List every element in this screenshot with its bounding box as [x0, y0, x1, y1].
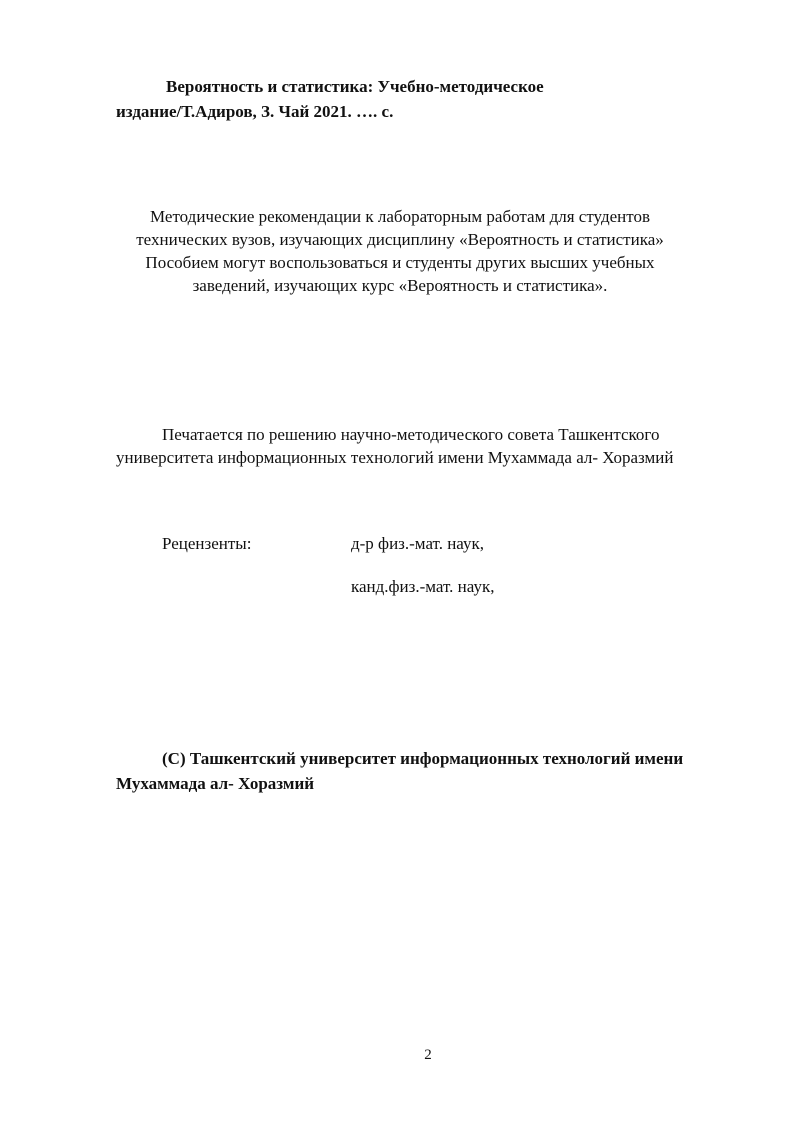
reviewer-item: д-р физ.-мат. наук,: [351, 534, 484, 553]
annotation-paragraph: [100, 205, 700, 297]
copyright-line-2: Мухаммада ал- Хоразмий: [116, 774, 315, 793]
copyright-line-1: (C) Ташкентский университет информационных технологий имени: [162, 749, 684, 768]
approval-line-2: университета информационных технологий имени Мухаммада ал- Хоразмий: [116, 448, 674, 467]
reviewer-item: канд.физ.-мат. наук,: [351, 577, 495, 596]
annotation-line: технических вузов, изучающих дисциплину «Вероятность и статистика»: [136, 230, 664, 249]
annotation-line: Методические рекомендации к лабораторным работам для студентов: [150, 207, 650, 226]
page-number: 2: [424, 1047, 432, 1063]
approval-line-1: Печатается по решению научно-методического совета Ташкентского: [162, 425, 660, 444]
annotation-line: Пособием могут воспользоваться и студенты других высших учебных: [145, 253, 655, 272]
bibliographic-line-1: Вероятность и статистика: Учебно-методическое: [166, 77, 544, 96]
reviewers-label: Рецензенты:: [162, 534, 252, 553]
bibliographic-line-2: издание/Т.Адиров, З. Чай 2021. …. с.: [116, 102, 394, 121]
annotation-line: заведений, изучающих курс «Вероятность и статистика».: [192, 276, 608, 295]
